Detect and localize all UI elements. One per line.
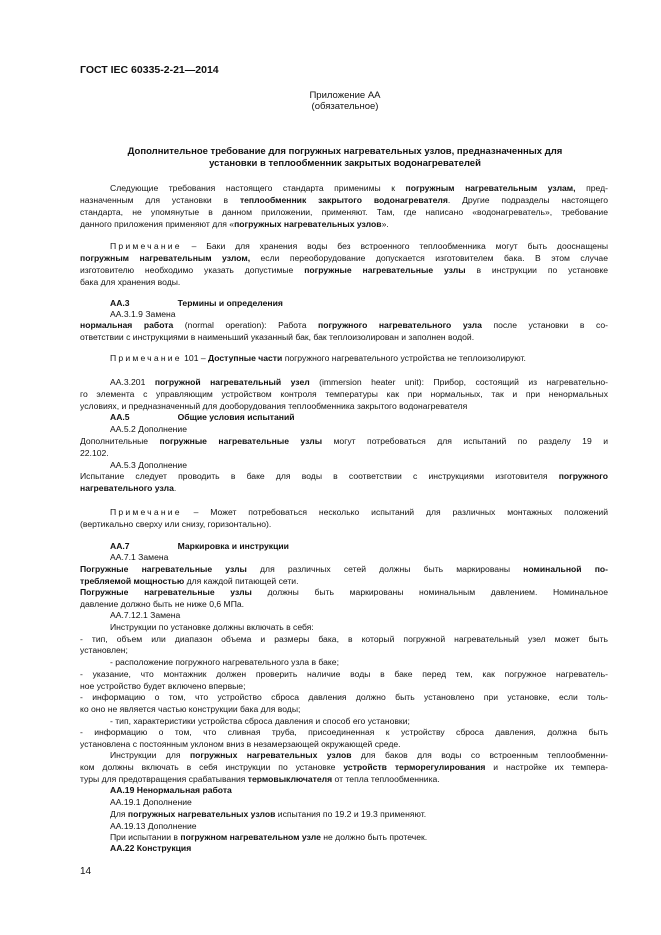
text-line: [110, 552, 608, 563]
bold-term: погружной нагревательный узел: [154, 377, 310, 387]
text-line: [110, 750, 608, 761]
text-run: - указание, что монтажник должен проверить наличие воды в баке перед тем, как погружное нагреватель-: [80, 669, 608, 679]
text-run: АА.3.201: [110, 377, 155, 387]
text-line: [80, 253, 608, 264]
text-line: [80, 320, 608, 331]
text-line: [110, 797, 608, 808]
text-run: (вертикально сверху или снизу, горизонтально).: [80, 519, 272, 529]
note-label: Примечание: [110, 241, 182, 251]
text-run: АА.3.1.9 Замена: [110, 309, 176, 319]
bold-term: погружных нагревательных узлов: [127, 809, 276, 819]
text-run: условиях, и предназначенный для дооборудования теплообменника закрытого водонагревателя: [80, 401, 468, 411]
bold-term: требляемой мощностью: [80, 576, 185, 586]
text-line: [80, 332, 608, 343]
text-line: [110, 460, 608, 471]
text-line: [110, 809, 608, 820]
text-run: пред-: [575, 183, 608, 193]
text-line: [110, 377, 608, 388]
text-line: [110, 610, 608, 621]
text-run: - расположение погружного нагревательного узла в баке;: [110, 657, 339, 667]
text-run: данного приложения применяют для «: [80, 219, 235, 229]
text-run: Следующие требования настоящего стандарта применимы к: [110, 183, 406, 193]
text-line: [80, 564, 608, 575]
text-run: Дополнительные: [80, 436, 160, 446]
text-line: [110, 541, 608, 552]
text-run: АА.19.1 Дополнение: [110, 797, 192, 807]
bold-term: Погружные нагревательные узлы: [80, 587, 252, 597]
text-run: после установки в со-: [481, 320, 609, 330]
text-run: АА.7.1 Замена: [110, 552, 169, 562]
bold-term: номинальной по-: [523, 564, 608, 574]
text-run: АА.19.13 Дополнение: [110, 821, 197, 831]
text-run: Инструкции по установке должны включать в себя:: [110, 622, 314, 632]
bold-term: погружным нагревательным узлам,: [405, 183, 576, 193]
text-run: установлен;: [80, 645, 128, 655]
text-run: и настройке их темпера-: [485, 762, 608, 772]
text-run: (normal operation): Работа: [173, 320, 319, 330]
text-line: [80, 727, 608, 738]
text-line: [80, 519, 608, 530]
text-line: [110, 309, 608, 320]
text-run: испытания по 19.2 и 19.3 применяют.: [275, 809, 427, 819]
text-line: [80, 645, 608, 656]
bold-term: погружным нагревательным узлом,: [80, 253, 251, 263]
text-run: Испытание следует проводить в баке для воды в соответствии с инструкциями изготовителя: [80, 471, 559, 481]
text-line: [110, 832, 608, 843]
bold-term: Термины и определения: [177, 298, 283, 308]
text-line: [80, 401, 608, 412]
annex-title: Приложение АА: [309, 90, 381, 101]
text-run: для каждой питающей сети.: [184, 576, 299, 586]
text-run: ко оно не является частью конструкции бака для воды;: [80, 704, 301, 714]
bold-term: Доступные части: [208, 353, 283, 363]
text-run: – Может потребоваться несколько испытаний для различных монтажных положений: [181, 507, 608, 517]
bold-term: погружные нагревательные узлы: [159, 436, 323, 446]
text-line: [80, 669, 608, 680]
bold-term: погружных нагревательных узлов: [189, 750, 352, 760]
text-run: назначенным для установки в: [80, 195, 240, 205]
text-line: [80, 195, 608, 206]
text-line: [110, 821, 608, 832]
text-line: [110, 716, 608, 727]
text-line: [110, 507, 608, 518]
bold-term: Погружные нагревательные узлы: [80, 564, 247, 574]
text-line: [80, 265, 608, 276]
text-run: могут потребоваться для испытаний по разделу 19 и: [322, 436, 608, 446]
text-line: [80, 448, 608, 459]
text-line: [80, 692, 608, 703]
text-run: туры для предотвращения срабатывания: [80, 774, 248, 784]
text-line: [110, 785, 608, 796]
bold-term: термовыключателя: [247, 774, 333, 784]
bold-term: АА.22 Конструкция: [110, 843, 192, 853]
text-run: (immersion heater unit): Прибор, состоящий из нагревательно-: [309, 377, 609, 387]
text-run: Для: [110, 809, 128, 819]
bold-term: АА.5: [110, 412, 130, 422]
bold-term: АА.7: [110, 541, 130, 551]
text-run: АА.5.2 Дополнение: [110, 424, 187, 434]
text-run: установлена с постоянным уклоном вниз в незамерзающей окружающей среде.: [80, 739, 401, 749]
text-line: [80, 389, 608, 400]
text-run: - тип, характеристики устройства сброса давления и способ его установки;: [110, 716, 410, 726]
text-line: [110, 412, 608, 423]
text-line: [110, 298, 608, 309]
text-line: [110, 657, 608, 668]
text-line: [80, 634, 608, 645]
text-run: АА.7.12.1 Замена: [110, 610, 181, 620]
text-line: [80, 576, 608, 587]
text-line: [80, 739, 608, 750]
text-run: ответствии с инструкциями в наименьший указанный бак, бак теплоизолирован и заполнен водой.: [80, 332, 475, 342]
text-run: бака для хранения воды.: [80, 277, 181, 287]
bold-term: Общие условия испытаний: [177, 412, 295, 422]
text-run: для различных сетей должны быть маркированы: [246, 564, 524, 574]
text-line: [80, 704, 608, 715]
text-run: - информацию о том, что сливная труба, присоединенная к устройству сброса давления, должна быть: [80, 727, 608, 737]
text-run: - информацию о том, что устройство сброса давления должно быть установлено при установке, если толь-: [80, 692, 608, 702]
annex-status: (обязательное): [311, 101, 379, 112]
text-run: – Баки для хранения воды без встроенного теплообменника могут быть дооснащены: [181, 241, 608, 251]
bold-term: погружного нагревательного узла: [318, 320, 482, 330]
bold-term: нормальная работа: [80, 320, 174, 330]
bold-term: Маркировка и инструкции: [177, 541, 289, 551]
text-run: Инструкции для: [110, 750, 190, 760]
bold-term: АА.3: [110, 298, 130, 308]
bold-term: устройств терморегулирования: [343, 762, 486, 772]
text-line: [80, 599, 608, 610]
text-line: [80, 762, 608, 773]
bold-term: АА.19 Ненормальная работа: [110, 785, 232, 795]
document-title-line-1: Дополнительное требование для погружных нагревательных узлов, предназначенных для: [127, 146, 563, 157]
text-run: ».: [381, 219, 389, 229]
text-run: в инструкции по установке: [465, 265, 608, 275]
note-label: Примечание: [110, 507, 182, 517]
text-line: [80, 207, 608, 218]
text-line: [110, 622, 608, 633]
note-label: Примечание: [110, 353, 182, 363]
text-run: стандарта, не упомянутые в данном приложении, применяют. Там, где написано «водонагреватель», требование: [80, 207, 608, 217]
text-run: должны быть маркированы номинальным давлением. Номинальное: [251, 587, 608, 597]
text-line: [80, 277, 608, 288]
text-run: ное устройство будет включено впервые;: [80, 681, 246, 691]
text-line: [110, 843, 608, 854]
text-run: погружного нагревательного устройства не теплоизолируют.: [282, 353, 526, 363]
text-line: [80, 587, 608, 598]
text-run: изготовителю необходимо указать допустимые: [80, 265, 305, 275]
bold-term: нагревательного узла: [80, 483, 174, 493]
standard-header: ГОСТ IEC 60335-2-21—2014: [80, 64, 219, 76]
text-run: если переоборудование допускается изготовителем бака. В этом случае: [250, 253, 608, 263]
text-line: [80, 483, 608, 494]
text-line: [80, 436, 608, 447]
text-line: [110, 353, 608, 364]
bold-term: погружные нагревательные узлы: [304, 265, 466, 275]
text-run: ком должны включать в себя инструкции по установке: [80, 762, 344, 772]
text-run: давление должно быть не ниже 0,6 МПа.: [80, 599, 245, 609]
text-run: . Другие подразделы настоящего: [447, 195, 609, 205]
page-number: 14: [80, 866, 92, 877]
text-run: .: [173, 483, 177, 493]
text-run: - тип, объем или диапазон объема и размеры бака, в который погружной нагревательный узел может быть: [80, 634, 608, 644]
text-line: [110, 241, 608, 252]
text-run: не должно быть протечек.: [320, 832, 428, 842]
text-run: 22.102.: [80, 448, 109, 458]
text-run: 101 –: [181, 353, 209, 363]
text-run: го элемента с управляющим устройством контроля температуры как при нормальных, так и при ненормальных: [80, 389, 608, 399]
text-line: [80, 471, 608, 482]
bold-term: погружных нагревательных узлов: [234, 219, 382, 229]
text-line: [80, 681, 608, 692]
text-line: [110, 183, 608, 194]
text-run: При испытании в: [110, 832, 181, 842]
bold-term: теплообменник закрытого водонагревателя: [239, 195, 448, 205]
text-run: АА.5.3 Дополнение: [110, 460, 187, 470]
text-run: для баков для воды со встроенным теплообменни-: [351, 750, 608, 760]
text-line: [80, 774, 608, 785]
text-line: [80, 219, 608, 230]
text-line: [110, 424, 608, 435]
text-run: от тепла теплообменника.: [332, 774, 440, 784]
bold-term: погружном нагревательном узле: [180, 832, 321, 842]
document-title-line-2: установки в теплообменник закрытых водонагревателей: [209, 158, 481, 169]
bold-term: погружного: [558, 471, 608, 481]
